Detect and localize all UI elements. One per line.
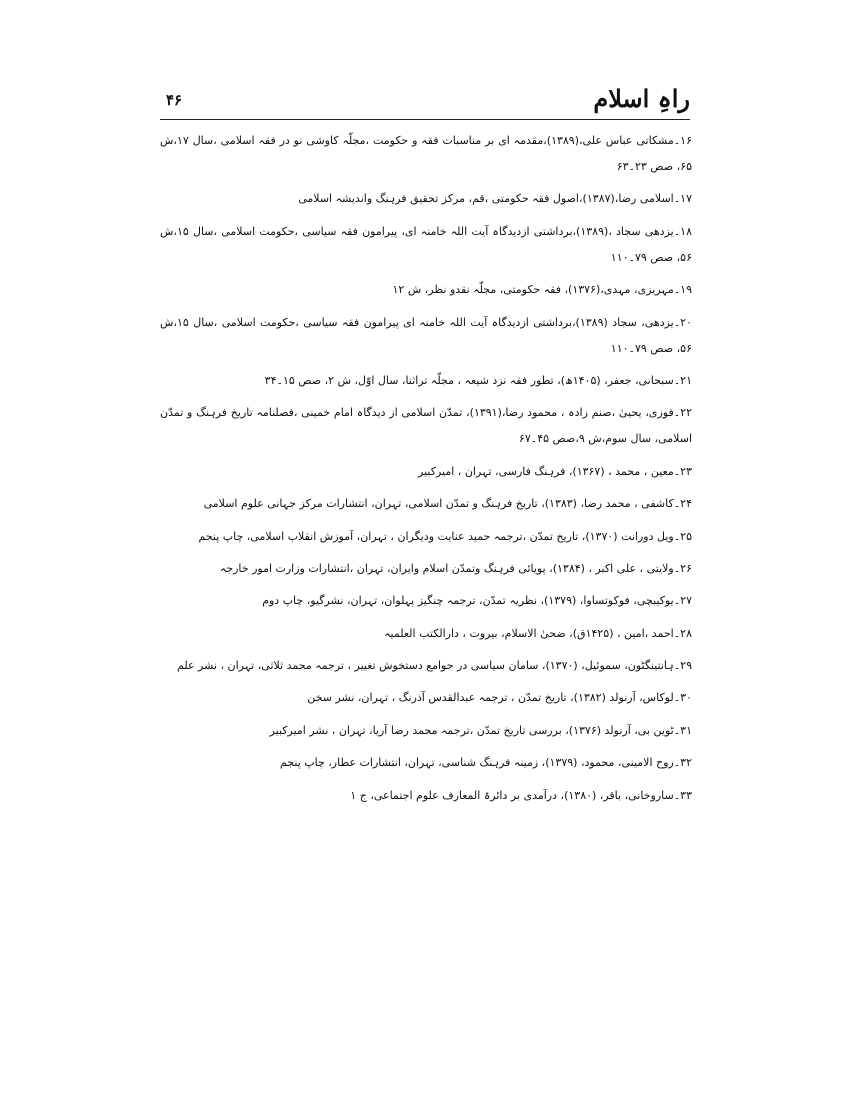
page-number: ۴۶ bbox=[166, 91, 183, 109]
reference-item: ۲۷۔یوکیبچی، فوکوتساوا، (۱۳۷۹)، نظریہ تمدّن، ترجمہ چنگیز پہلوان، تہران، نشرگیو، چاپ دوم bbox=[262, 594, 692, 608]
reference-item: ۳۰۔لوکاس، آرنولد (۱۳۸۲)، تاریخ تمدّن ، ترجمہ عبدالقدس آذرنگ ، تہران، نشر سخن bbox=[307, 691, 692, 705]
reference-item: ۲۵۔ویل دورانت (۱۳۷۰)، تاریخ تمدّن ،ترجمہ حمید عنایت ودیگران ، تہران، آموزش انقلاب اسلامی، چاپ پنجم bbox=[198, 529, 692, 543]
reference-item: ۱۶۔مشکاتی عباس علی،(۱۳۸۹)،مقدمہ ای بر مناسبات فقہ و حکومت ،مجلّہ کاوشی نو در فقہ اسلامی ،سال ۱۷،ش ۶۵، صص ۲۳۔۶۳ bbox=[160, 134, 692, 173]
reference-item: ۱۷۔اسلامی رضا،(۱۳۸۷)،اصول فقہ حکومتی ،قم، مرکز تحقیق فرہنگ واندیشہ اسلامی bbox=[298, 192, 692, 206]
reference-item: ۲۰۔یزدھی، سجاد (۱۳۸۹)،برداشتی ازدیدگاہ آیت اللہ خامنہ ای پیرامون فقہ سیاسی ،حکومت اسلامی ،سال ۱۵،ش ۵۶، صص ۷۹۔۱۱۰ bbox=[160, 315, 692, 355]
reference-item: ۳۲۔روح الامینی، محمود، (۱۳۷۹)، زمینہ فرہنگ شناسی، تہران، انتشارات عطار، چاپ پنجم bbox=[279, 756, 692, 770]
reference-item: ۲۱۔سبحانی، جعفر، (۱۴۰۵ھ)، تطور فقہ نزد شیعہ ، مجلّہ تراثنا، سال اوّل، ش ۲، صص ۱۵۔۳۴ bbox=[264, 373, 692, 387]
reference-item: ۲۴۔کاشفی ، محمد رضا، (۱۳۸۳)، تاریخ فرہنگ و تمدّن اسلامی، تہران، انتشارات مرکز جہانی علوم اسلامی bbox=[203, 497, 692, 511]
journal-logo: راہِ اسلام bbox=[593, 84, 690, 113]
reference-item: ۳۳۔ساروخانی، باقر، (۱۳۸۰)، درآمدی بر دائرۃ المعارف علوم اجتماعی، ج ۱ bbox=[350, 788, 692, 802]
page-header bbox=[160, 84, 690, 118]
reference-item: ۲۳۔معین ، محمد ، (۱۳۶۷)، فرہنگ فارسی، تہران ، امیرکبیر bbox=[418, 464, 692, 478]
reference-item: ۲۸۔احمد ،امین ، (۱۴۲۵ق)، ضحیٰ الاسلام، بیروت ، دارالکتب العلمیہ bbox=[384, 626, 692, 640]
header-divider bbox=[160, 119, 690, 120]
reference-item: ۲۲۔فوزی، یحییٰ ،صنم زادہ ، محمود رضا،(۱۳۹۱)، تمدّن اسلامی از دیدگاہ امام خمینی ،فصلنامہ تاریخ فرہنگ و تمدّن اسلامی، سال سوم،ش ۹،صص ۴۵۔۶۷ bbox=[160, 406, 693, 446]
reference-item: ۱۹۔مہریزی، مہدی،(۱۳۷۶)، فقہ حکومتی، مجلّہ نقدو نظر، ش ۱۲ bbox=[392, 283, 692, 297]
reference-item: ۲۹۔ہانتینگٹون، سموئیل، (۱۳۷۰)، سامان سیاسی در جوامع دستخوش تغییر ، ترجمہ محمد ثلاثی، تہران ، نشر علم bbox=[177, 659, 692, 673]
reference-item: ۲۶۔ولایتی ، علی اکبر ، (۱۳۸۴)، پویائی فرہنگ وتمدّن اسلام وایران، تہران ،انتشارات وزارت امور خارجہ bbox=[219, 561, 692, 575]
reference-item: ۱۸۔یزدھی سجاد ،(۱۳۸۹)،برداشتی ازدیدگاہ آیت اللہ خامنہ ای، پیرامون فقہ سیاسی ،حکومت اسلامی ،سال ۱۵،ش ۵۶، صص ۷۹۔۱۱۰ bbox=[160, 224, 692, 264]
reference-item: ۳۱۔ٹوین بی، آرنولد (۱۳۷۶)، بررسی تاریخ تمدّن ،ترجمہ محمد رضا آریا، تہران ، نشر امیرکبیر bbox=[269, 723, 692, 737]
references-list bbox=[160, 128, 692, 815]
